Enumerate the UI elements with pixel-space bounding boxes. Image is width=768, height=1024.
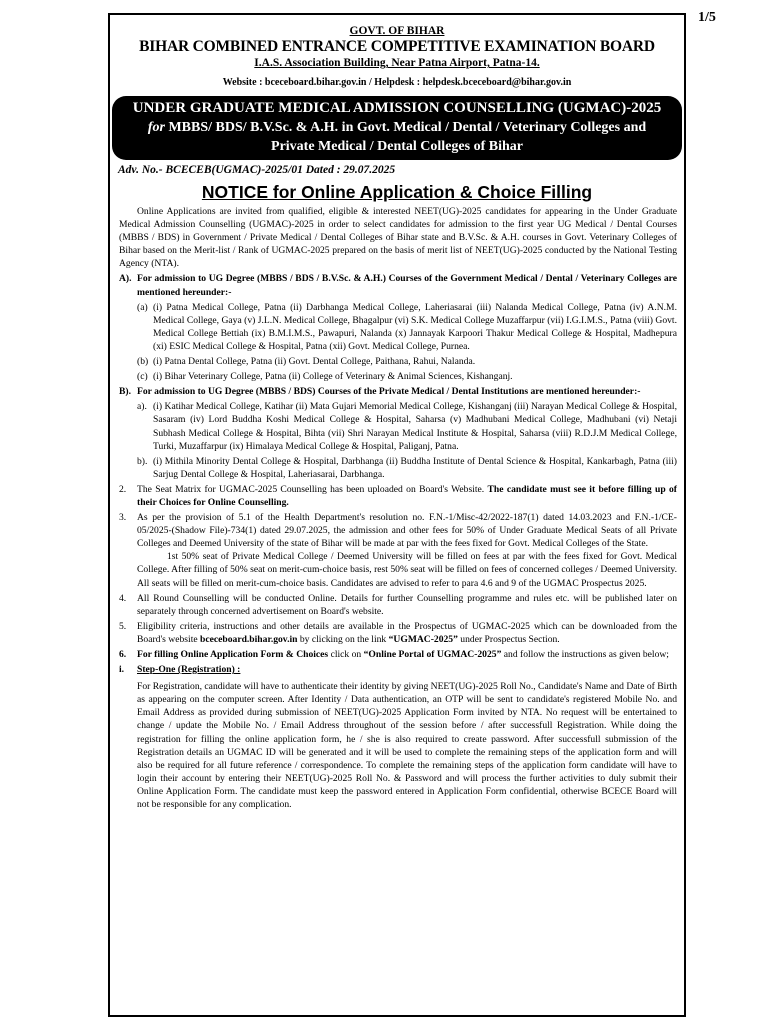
ugmac-link-text: “UGMAC-2025” bbox=[388, 633, 458, 645]
page-number: 1/5 bbox=[698, 10, 716, 25]
step-one-heading: Step-One (Registration) : bbox=[137, 664, 241, 676]
section-b-item-b bbox=[119, 455, 677, 481]
govt-title: GOVT. OF BIHAR bbox=[349, 25, 445, 37]
section-a-item-c bbox=[119, 370, 677, 383]
section-a-item-c-label: (c) bbox=[137, 371, 148, 383]
notice-title: NOTICE for Online Application & Choice Filling bbox=[201, 182, 593, 202]
section-a-item-c-text: (i) Bihar Veterinary College, Patna (ii) College of Veterinary & Animal Sciences, Kishanganj. bbox=[153, 371, 513, 383]
step-one bbox=[119, 663, 677, 676]
section-a-item-b-text: (i) Patna Dental College, Patna (ii) Govt. Dental College, Paithana, Rahui, Nalanda. bbox=[153, 356, 476, 368]
section-a bbox=[119, 272, 677, 298]
item-5-label: 5. bbox=[119, 620, 127, 632]
section-a-item-b bbox=[119, 355, 677, 368]
banner-line-1: UNDER GRADUATE MEDICAL ADMISSION COUNSELLING (UGMAC)-2025 bbox=[132, 100, 662, 116]
item-3-para-1: As per the provision of 5.1 of the Health Department's resolution no. F.N.-1/Misc-42/2022-187(1) dated 14.03.2023 and F.N.-1/CE-05/2025-(Shadow File)-734(1) dated 29.07.2025, the admission and other fees for 50% of Under Graduate Medical Seats of all Private Colleges and Deemed University of the state of Bihar will be made at par with the fees fixed for Govt. Medical Colleges of the State. bbox=[137, 512, 677, 550]
item-3-para-2: 1st 50% seat of Private Medical College / Deemed University will be filled on fees at par with the fees fixed for Govt. Medical College. After filling of 50% seat on merit-cum-choice basis, rest 50% seat will be filled on fees of concerned colleges / Deemed University. All seats will be filled on merit-cum-choice basis. Candidates are advised to refer to para 4.6 and 9 of the UGMAC Prospectus 2025. bbox=[137, 551, 677, 589]
item-3 bbox=[119, 511, 677, 590]
section-a-item-a-label: (a) bbox=[137, 301, 148, 313]
item-4 bbox=[119, 592, 677, 618]
item-5-t2: by clicking on the link bbox=[297, 633, 389, 645]
intro-paragraph: Online Applications are invited from qualified, eligible & interested NEET(UG)-2025 candidates for appearing in the Under Graduate Medical Admission Counselling (UGMAC)-2025 in order to select candidates for admission to the first year UG Medical / Dental Courses (MBBS / BDS) in Government / Private Medical / Dental Colleges of Bihar state and B.V.Sc. & A.H. courses in Govt. Veterinary Colleges of Bihar based on the Merit-list / Rank of UGMAC-2025 prepared on the basis of merit list of NEET(UG)-2025 conducted by the National Testing Agency (NTA). bbox=[119, 206, 677, 270]
step-one-label: i. bbox=[119, 664, 125, 676]
banner-for: for bbox=[147, 120, 165, 135]
item-3-text bbox=[137, 511, 677, 590]
item-2-text bbox=[137, 483, 677, 509]
section-a-label: A). bbox=[119, 273, 132, 285]
advertisement-number: Adv. No.- BCECEB(UGMAC)-2025/01 Dated : 29.07.2025 bbox=[118, 164, 396, 176]
item-6-text bbox=[137, 648, 677, 661]
item-2 bbox=[119, 483, 677, 509]
item-5-t3: under Prospectus Section. bbox=[457, 633, 560, 645]
item-6-b1: For filling Online Application Form & Choices bbox=[137, 649, 329, 660]
board-website-link: bceceboard.bihar.gov.in bbox=[200, 633, 298, 645]
section-b-item-b-text: (i) Mithila Minority Dental College & Hospital, Darbhanga (ii) Buddha Institute of Dental Science & Hospital, Kankarbagh, Patna (iii) Sarjug Dental College & Hospital, Laheriasarai, Darbhanga. bbox=[153, 455, 677, 480]
item-5-text bbox=[137, 620, 677, 646]
letterhead bbox=[110, 24, 684, 90]
section-b-item-b-label: b). bbox=[137, 455, 148, 467]
section-b-item-a bbox=[119, 400, 677, 452]
item-2-label: 2. bbox=[119, 483, 127, 495]
item-3-label: 3. bbox=[119, 512, 127, 524]
online-portal-text: “Online Portal of UGMAC-2025” bbox=[363, 649, 502, 660]
item-6-t2: and follow the instructions as given below; bbox=[501, 649, 669, 660]
item-2-plain: The Seat Matrix for UGMAC-2025 Counselling has been uploaded on Board's Website. bbox=[137, 483, 488, 495]
item-6-label: 6. bbox=[119, 649, 127, 660]
item-5 bbox=[119, 620, 677, 646]
banner-line-2-text: MBBS/ BDS/ B.V.Sc. & A.H. in Govt. Medical / Dental / Veterinary Colleges and bbox=[164, 120, 647, 135]
step-one-spacer bbox=[119, 680, 137, 811]
banner-line-3: Private Medical / Dental Colleges of Bihar bbox=[271, 139, 523, 154]
section-a-item-b-label: (b) bbox=[137, 356, 149, 368]
website-line: Website : bceceboard.bihar.gov.in / Helpdesk : helpdesk.bceceboard@bihar.gov.in bbox=[222, 77, 572, 88]
board-name: BIHAR COMBINED ENTRANCE COMPETITIVE EXAMINATION BOARD bbox=[139, 38, 655, 55]
board-address: I.A.S. Association Building, Near Patna Airport, Patna-14. bbox=[254, 57, 540, 69]
item-4-text: All Round Counselling will be conducted Online. Details for further Counselling programme and rules etc. will be published later on separately through concerned advertisement on Board's website. bbox=[137, 592, 677, 617]
item-2-bold: The candidate must see it before filling up of their Choices for Online Counselling. bbox=[137, 483, 678, 508]
section-a-item-a-text: (i) Patna Medical College, Patna (ii) Darbhanga Medical College, Laheriasarai (iii) Nalanda Medical College, Patna (iv) A.N.M. Medical College, Gaya (v) J.L.N. Medical College, Bhagalpur (vi) S.K. Medical College Muzaffarpur (vii) I.G.I.M.S., Patna (viii) Govt. Medical College Bettiah (ix) B.M.I.M.S., Pawapuri, Nalanda (x) Jannayak Karpoori Thakur Medical College & Hospital, Madhepura (xi) ESIC Medical College & Hospital, Patna (xii) Govt. Medical College, Purnea. bbox=[153, 301, 677, 352]
item-4-label: 4. bbox=[119, 592, 127, 604]
section-b-item-a-label: a). bbox=[137, 401, 147, 413]
notice-body bbox=[110, 205, 684, 811]
item-6-t1: click on bbox=[328, 649, 364, 660]
step-one-text: For Registration, candidate will have to authenticate their identity by giving NEET(UG)-2025 Roll No., Candidate's Name and Date of Birth as appearing on the computer screen. After Identity / Data authentication, an OTP will be sent to candidate's registered Mobile No. and Email Address as provided during submission of NEET(UG)-2025 Application Form invited by NTA. No request will be entertained to change / update the Mobile No. / Email Address throughout of the session before / after successfull Registration. While doing the registration for filling the online application form, he / she is also required to create password. After successfull submission of the Registration details an UGMAC ID will be generated and it will be used to complete the remaining steps of the application form and will also be required for all future reference / correspondence. To complete the remaining steps of the application form candidate will have to login their account by entering their NEET(UG)-2025 Roll No. & Password and will process the further activities to duly submit their Online Application Form. The candidate must keep the password entered in Application Form confidential, otherwise BCECE Board will not be responsible for any complication. bbox=[137, 681, 677, 811]
section-b-label: B). bbox=[119, 386, 131, 398]
document-frame bbox=[108, 13, 686, 1017]
section-a-item-a bbox=[119, 301, 677, 353]
item-5-t1: Eligibility criteria, instructions and other details are available in the Prospectus of UGMAC-2025 which can be downloaded from the Board's website bbox=[137, 620, 677, 645]
banner-line-2 bbox=[116, 118, 678, 137]
section-a-heading: For admission to UG Degree (MBBS / BDS / B.V.Sc. & A.H.) Courses of the Government Medical / Dental / Veterinary Colleges are mentioned hereunder:- bbox=[137, 273, 677, 298]
counselling-banner bbox=[112, 96, 682, 160]
section-b-heading: For admission to UG Degree (MBBS / BDS) Courses of the Private Medical / Dental Institutions are mentioned hereunder:- bbox=[137, 386, 641, 398]
section-b-item-a-text: (i) Katihar Medical College, Katihar (ii) Mata Gujari Memorial Medical College, Kishanganj (iii) Narayan Medical College & Hospital, Sasaram (iv) Lord Buddha Koshi Medical College & Hospital, Saharsa (v) Madhubani Medical College, Madhubani (vi) Netaji Subhash Medical College & Hospital, Bihta (vii) Shri Narayan Medical Institute & Hospital, Saharsa (viii) R.D.J.M Medical College, Turki, Muzaffarpur (ix) Himalaya Medical College & Hospital, Paliganj, Patna. bbox=[153, 401, 677, 452]
item-6 bbox=[119, 648, 677, 661]
step-one-body bbox=[119, 680, 677, 811]
section-b bbox=[119, 385, 677, 398]
